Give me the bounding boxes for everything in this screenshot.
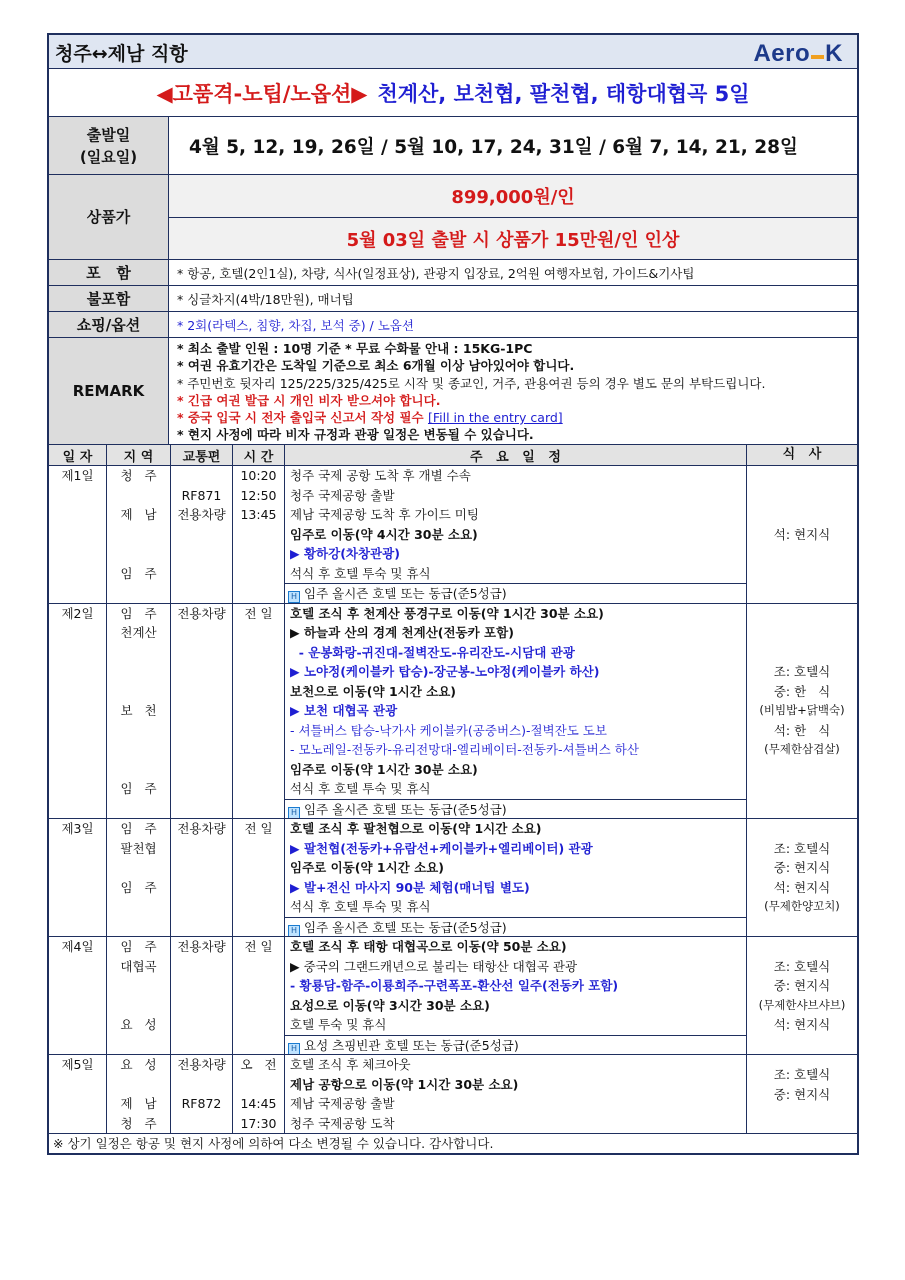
hotel-line [285, 583, 746, 603]
day-3-row [49, 819, 857, 937]
meal-cell [747, 937, 857, 1054]
region: 팔천협 [120, 840, 157, 856]
meal-note: (무제한삼겹살) [764, 742, 840, 756]
hotel-name: 임주 올시즌 호텔 또는 동급(준5성급) [304, 801, 507, 817]
region: 제 남 [120, 1096, 157, 1111]
header-meal: 식 사 [782, 447, 822, 463]
region: 임 주 [120, 821, 157, 836]
hotel-name: 요성 츠핑빈관 호텔 또는 동급(준5성급) [304, 1037, 519, 1053]
meal: 조: 호텔식 [773, 1067, 831, 1082]
region: 대협곡 [120, 958, 157, 974]
time: 전 일 [244, 939, 273, 954]
product-title-row [49, 69, 857, 117]
schedule-item: 석식 후 호텔 투숙 및 휴식 [290, 781, 431, 796]
time: 전 일 [244, 821, 273, 836]
schedule-item: 청주 국제 공항 도착 후 개별 수속 [290, 468, 471, 483]
departure-row [49, 117, 857, 175]
schedule-item: - 모노레일-전동카-유리전망대-엘리베이터-전동카-셔틀버스 하산 [290, 742, 639, 757]
footer-note: ※ 상기 일정은 항공 및 현지 사정에 의하여 다소 변경될 수 있습니다. 감사합니다. [53, 1136, 494, 1151]
meal-cell [747, 604, 857, 819]
day-5-row [49, 1055, 857, 1134]
region: 천계산 [120, 625, 157, 640]
day-1-row [49, 466, 857, 604]
schedule-item: ▶ 하늘과 산의 경계 천계산(전동카 포함) [290, 625, 514, 640]
schedule-item: - 운봉화랑-귀진대-절벽잔도-유리잔도-시담대 관광 [290, 644, 575, 660]
region: 임 주 [120, 879, 157, 895]
meal: 조: 호텔식 [773, 840, 831, 856]
day-label: 제2일 [61, 605, 94, 621]
included-label: 포 함 [49, 260, 169, 285]
header-day: 일 자 [49, 445, 107, 465]
region: 보 천 [120, 703, 157, 718]
day-label: 제1일 [61, 468, 94, 483]
shopping-row [49, 312, 857, 338]
entry-card-link[interactable]: [Fill in the entry card] [427, 410, 563, 426]
schedule-item: 호텔 조식 후 팔천협으로 이동(약 1시간 소요) [290, 821, 542, 836]
schedule-item: ▶ 황하강(차창관광) [290, 546, 400, 561]
schedule-item: 제남 국제공항 도착 후 가이드 미팅 [290, 507, 479, 522]
schedule-item: ▶ 보천 대협곡 관광 [290, 703, 398, 718]
remark-line: * 중국 입국 시 전자 출입국 신고서 작성 필수 [177, 410, 428, 426]
shopping-label: 쇼핑/옵션 [49, 312, 169, 337]
price-label: 상품가 [49, 175, 169, 259]
region: 제 남 [120, 507, 157, 522]
meal-cell [747, 466, 857, 603]
price-note: 5월 03일 출발 시 상품가 15만원/인 인상 [169, 217, 857, 259]
time: 14:45 [240, 1096, 277, 1111]
meal-cell [747, 819, 857, 936]
meal: 석: 현지식 [773, 879, 831, 895]
transport: 전용차량 [177, 821, 226, 836]
remark-line-entry-card [177, 409, 563, 426]
meal: 조: 호텔식 [773, 958, 831, 974]
time: 12:50 [240, 487, 277, 503]
region: 요 성 [120, 1017, 157, 1032]
schedule-item [285, 878, 746, 898]
shopping-value: * 2회(라텍스, 침향, 차집, 보석 중) / 노옵션 [177, 317, 414, 333]
logo-text-left: Aero [753, 40, 811, 67]
schedule-item: ▶ 팔천협(전동카+유람선+케이블카+엘리베이터) 관광 [290, 840, 593, 856]
hotel-name: 임주 올시즌 호텔 또는 동급(준5성급) [304, 586, 507, 601]
massage-item: ▶ 발+전신 마사지 90분 체험(매너팁 별도) [290, 879, 530, 895]
remark-line: * 최소 출발 인원 : 10명 기준 * 무료 수화물 안내 : 15KG-1PC [177, 341, 533, 356]
header-region: 지 역 [107, 445, 171, 465]
schedule-item: 제남 국제공항 출발 [290, 1096, 395, 1111]
day-label: 제4일 [61, 939, 94, 954]
header-transport: 교통편 [171, 445, 233, 465]
excluded-row [49, 286, 857, 312]
price-row [49, 175, 857, 260]
schedule-item: ▶ 중국의 그랜드캐년으로 불리는 태항산 대협곡 관광 [290, 958, 578, 974]
meal: 조: 호텔식 [773, 664, 831, 679]
day-2-row [49, 604, 857, 820]
title-bar [49, 35, 857, 69]
schedule-item: 청주 국제공항 출발 [290, 487, 395, 503]
schedule-item: 호텔 투숙 및 휴식 [290, 1017, 387, 1032]
hotel-icon: H [288, 807, 300, 819]
excluded-value: * 싱글차지(4박/18만원), 매너팁 [177, 291, 354, 307]
meal-note: (무제한샤브샤브) [758, 997, 846, 1012]
product-title: 천계산, 보천협, 팔천협, 태항대협곡 5일 [377, 82, 750, 106]
schedule-item: 임주로 이동(약 1시간 30분 소요) [290, 761, 478, 777]
schedule-item: 요성으로 이동(약 3시간 30분 소요) [290, 997, 490, 1013]
region: 청 주 [120, 468, 157, 483]
schedule-item: 청주 국제공항 도착 [290, 1115, 395, 1131]
schedule-item: 임주로 이동(약 1시간 소요) [290, 860, 444, 875]
flight-number: RF871 [181, 487, 222, 503]
schedule-item: 석식 후 호텔 투숙 및 휴식 [290, 899, 431, 914]
region: 임 주 [120, 605, 157, 621]
hotel-line [285, 799, 746, 819]
remark-line: * 주민번호 뒷자리 125/225/325/425로 시작 및 종교인, 거주, 관용여권 등의 경우 별도 문의 부탁드립니다. [177, 375, 766, 391]
route-title: 청주↔제남 직항 [55, 43, 188, 65]
time: 10:20 [240, 468, 277, 483]
schedule-item: 석식 후 호텔 투숙 및 휴식 [290, 565, 431, 581]
product-tag: ◀고품격-노팁/노옵션▶ [156, 82, 368, 106]
meal: 중: 현지식 [773, 1086, 831, 1102]
included-row [49, 260, 857, 286]
transport: 전용차량 [177, 507, 226, 522]
meal: 중: 현지식 [773, 860, 831, 875]
remark-line: * 긴급 여권 발급 시 개인 비자 받으셔야 합니다. [177, 392, 441, 408]
meal: 중: 한 식 [773, 683, 831, 699]
time: 전 일 [244, 605, 273, 621]
transport: 전용차량 [177, 605, 226, 621]
meal: 석: 한 식 [773, 722, 831, 738]
remark-label: REMARK [49, 338, 169, 444]
region: 임 주 [120, 565, 157, 581]
flight-number: RF872 [181, 1096, 222, 1111]
time: 오 전 [240, 1057, 277, 1072]
header-time: 시 간 [233, 445, 285, 465]
departure-label-line1: 출발일 [86, 125, 131, 144]
logo-bar [811, 55, 824, 59]
departure-label-line2: (일요일) [79, 147, 138, 166]
time: 17:30 [240, 1115, 277, 1131]
meal: 석: 현지식 [773, 1017, 831, 1032]
transport: 전용차량 [177, 1057, 226, 1072]
aerok-logo [753, 40, 843, 68]
hotel-line [285, 1035, 746, 1055]
remark-row [49, 338, 857, 445]
region: 청 주 [120, 1115, 157, 1131]
schedule-item: - 셔틀버스 탑승-낙가사 케이블카(공중버스)-절벽잔도 도보 [290, 722, 607, 738]
itinerary-sheet [47, 33, 859, 1155]
meal: 중: 현지식 [773, 978, 831, 993]
hotel-icon: H [288, 1043, 300, 1055]
region: 임 주 [120, 781, 157, 796]
schedule-item: 임주로 이동(약 4시간 30분 소요) [290, 526, 478, 542]
meal-cell [747, 1055, 857, 1133]
remark-list [169, 338, 857, 444]
logo-text-right: K [825, 40, 843, 67]
schedule-item: 제남 공항으로 이동(약 1시간 30분 소요) [290, 1076, 519, 1092]
header-main: 주 요 일 정 [285, 445, 747, 465]
region: 임 주 [120, 939, 157, 954]
hotel-icon: H [288, 591, 300, 603]
departure-label [49, 117, 169, 174]
region: 요 성 [120, 1057, 157, 1072]
schedule-item: 보천으로 이동(약 1시간 소요) [290, 683, 457, 699]
schedule-item: 호텔 조식 후 체크아웃 [290, 1057, 411, 1072]
hotel-line [285, 917, 746, 937]
meal: 석: 현지식 [773, 526, 831, 542]
excluded-label: 불포함 [49, 286, 169, 311]
schedule-item: 호텔 조식 후 천계산 풍경구로 이동(약 1시간 30분 소요) [290, 605, 604, 621]
hotel-name: 임주 올시즌 호텔 또는 동급(준5성급) [304, 919, 507, 935]
schedule-header [49, 445, 857, 466]
included-value: * 항공, 호텔(2인1실), 차량, 식사(일정표상), 관광지 입장료, 2억원 여행자보험, 가이드&기사팁 [177, 265, 695, 281]
schedule-item: ▶ 노야정(케이블카 탑승)-장군봉-노야정(케이블카 하산) [290, 664, 600, 679]
schedule-item: 호텔 조식 후 태항 대협곡으로 이동(약 50분 소요) [290, 939, 567, 954]
remark-line: * 현지 사정에 따라 비자 규정과 관광 일정은 변동될 수 있습니다. [177, 427, 534, 443]
day-label: 제5일 [61, 1057, 94, 1072]
hotel-icon: H [288, 925, 300, 937]
schedule-item: - 황룡담-함주-이룡희주-구련폭포-환산선 일주(전동카 포함) [290, 978, 619, 993]
meal-note: (비빔밥+닭백숙) [759, 703, 845, 717]
remark-line: * 여권 유효기간은 도착일 기준으로 최소 6개월 이상 남아있어야 합니다. [177, 358, 575, 374]
departure-dates: 4월 5, 12, 19, 26일 / 5월 10, 17, 24, 31일 / 6월 7, 14, 21, 28일 [189, 136, 798, 158]
day-4-row [49, 937, 857, 1055]
meal-note: (무제한양꼬치) [764, 899, 840, 913]
time: 13:45 [240, 507, 277, 522]
transport: 전용차량 [177, 939, 226, 954]
day-label: 제3일 [61, 821, 94, 836]
price-amount: 899,000원/인 [169, 175, 857, 217]
